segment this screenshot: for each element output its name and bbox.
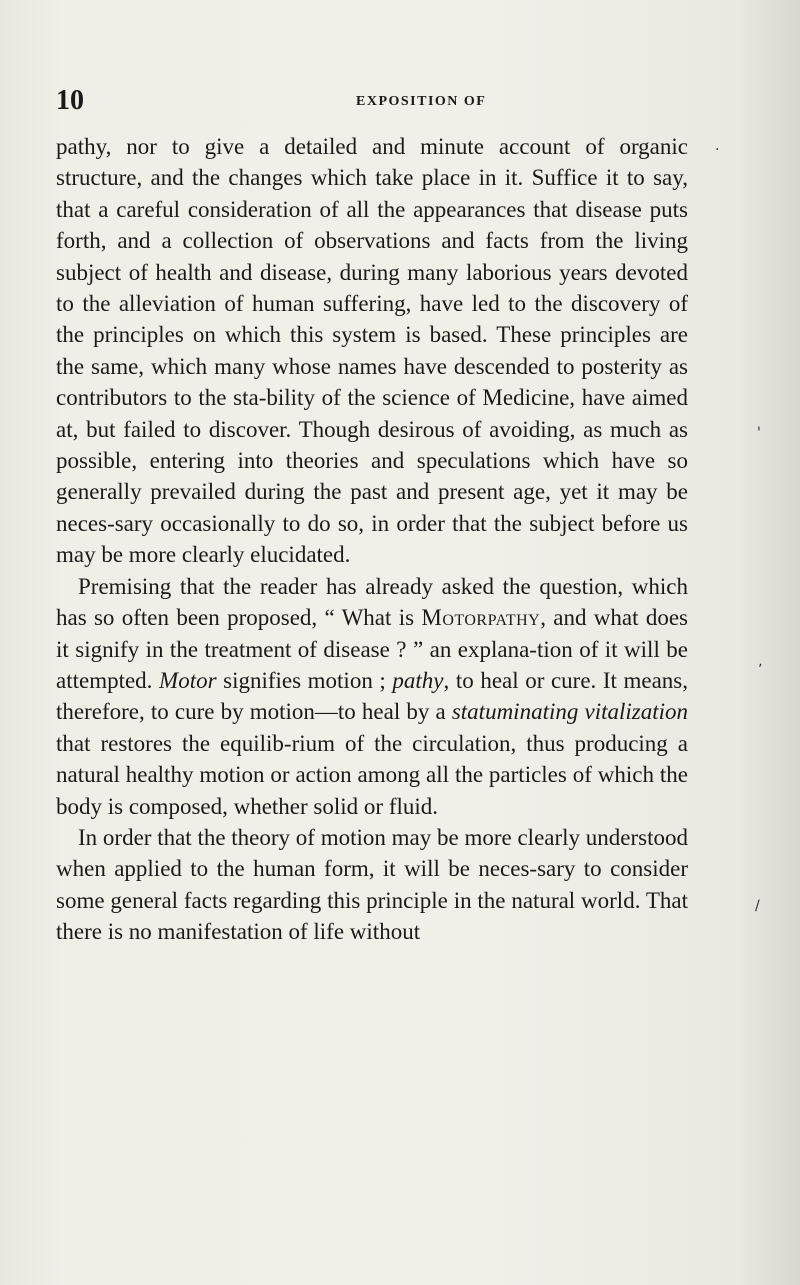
margin-bracket-mark: ʼ <box>758 662 763 678</box>
body-text <box>56 131 688 948</box>
paragraph-2-text-c: signifies motion ; <box>216 667 393 693</box>
motorpathy-term: Motorpathy <box>421 605 541 631</box>
page-header <box>56 86 686 116</box>
paragraph-2-text-d: , to heal or cure. It means, therefore, to cure by motion—to heal by a <box>56 667 689 725</box>
margin-tick-mark: ' <box>757 425 761 441</box>
margin-speck-mark: . <box>715 138 720 154</box>
paragraph-2-text-a: Premising that the reader has already asked the question, which has so often been proposed, “ What is <box>56 573 688 631</box>
paragraph-3: In order that the theory of motion may be more clearly understood when applied to the human form, it will be neces-sary to consider some general facts regarding this principle in the natural world. That there is no manifestation of life without <box>56 824 688 945</box>
running-head: EXPOSITION OF <box>356 94 487 109</box>
paragraph-2 <box>56 571 688 822</box>
margin-slash-mark: / <box>755 898 760 914</box>
paragraph-2-text-b: , and what does it signify in the treatment of disease ? ” an explana-tion of it will be attempted. <box>56 605 689 693</box>
statuminating-term: statuminating vitalization <box>451 699 688 725</box>
page-number: 10 <box>56 85 84 116</box>
paragraph-1: pathy, nor to give a detailed and minute account of organic structure, and the changes which take place in it. Suffice it to say, that a careful consideration of all the appearances that disease puts forth, and a collection of observations and facts from the living subject of health and disease, during many laborious years devoted to the alleviation of human suffering, have led to the discovery of the principles on which this system is based. These principles are the same, which many whose names have descended to posterity as contributors to the sta-bility of the science of Medicine, have aimed at, but failed to discover. Though desirous of avoiding, as much as possible, entering into theories and speculations which have so generally prevailed during the past and present age, yet it may be neces-sary occasionally to do so, in order that the subject before us may be more clearly elucidated. <box>56 134 688 568</box>
motor-term: Motor <box>159 667 217 693</box>
paragraph-2-text-e: that restores the equilib-rium of the circulation, thus producing a natural healthy motion or action among all the particles of which the body is composed, whether solid or fluid. <box>56 730 688 819</box>
pathy-term: pathy <box>392 667 444 693</box>
